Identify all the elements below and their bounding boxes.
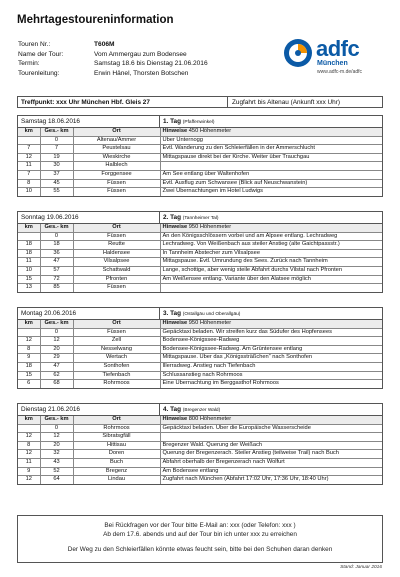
table-row xyxy=(18,380,382,388)
table-row xyxy=(18,136,382,145)
col-hinweise xyxy=(160,320,382,328)
cell-ges-km: 7 xyxy=(40,145,73,154)
table-row xyxy=(18,241,382,250)
footer-contact: Bei Rückfragen vor der Tour bitte E-Mail an: xxx (oder Telefon: xxx ) xyxy=(104,522,296,529)
cell-km: 12 xyxy=(18,433,40,442)
cell-km: 18 xyxy=(18,249,40,258)
table-row xyxy=(18,467,382,476)
cell-hinweis: Mittagspause. Über das „Königssträßchen“ nach Sonthofen xyxy=(160,354,382,363)
cell-ges-km: 30 xyxy=(40,162,73,171)
cell-ort: Pfronten xyxy=(73,275,160,284)
cell-km: 15 xyxy=(18,371,40,380)
table-header-row xyxy=(18,128,382,136)
cell-ort: Sibratsgfäll xyxy=(73,433,160,442)
cell-ges-km: 85 xyxy=(40,284,73,292)
cell-ges-km: 47 xyxy=(40,258,73,267)
cell-ort: Altenau/Ammer xyxy=(73,136,160,145)
cell-hinweis: Illerradweg. Anstieg nach Tiefenbach xyxy=(160,363,382,372)
col-ort: Ort xyxy=(73,416,160,424)
table-row xyxy=(18,162,382,171)
cell-ges-km: 20 xyxy=(40,345,73,354)
meeting-point-bar xyxy=(17,96,383,108)
route-table xyxy=(18,128,382,196)
cell-hinweis: In Tannheim Abstecher zum Vilsalpsee xyxy=(160,249,382,258)
cell-km: 7 xyxy=(18,145,40,154)
cell-ges-km: 68 xyxy=(40,380,73,388)
day-region: (Pfaffenwinkel) xyxy=(182,120,215,125)
table-row xyxy=(18,232,382,241)
col-ort: Ort xyxy=(73,224,160,232)
col-ges-km: Ges.- km xyxy=(40,224,73,232)
cell-ort: Wertach xyxy=(73,354,160,363)
day-number: 1. Tag xyxy=(163,118,181,125)
tour-meta xyxy=(18,40,208,78)
table-row xyxy=(18,433,382,442)
table-row xyxy=(18,450,382,459)
cell-ort: Füssen xyxy=(73,179,160,188)
day-title xyxy=(160,118,214,125)
cell-hinweis: Eine Übernachtung im Berggasthof Rohrmoos xyxy=(160,380,382,388)
table-row xyxy=(18,267,382,276)
cell-ort: Füssen xyxy=(73,188,160,196)
table-row xyxy=(18,424,382,433)
cell-km: 11 xyxy=(18,258,40,267)
cell-hinweis: Bregenzer Wald. Querung der Weißach xyxy=(160,441,382,450)
cell-ges-km: 57 xyxy=(40,267,73,276)
cell-hinweis: Gepäcktaxi beladen. Über die Europäische Wasserscheide xyxy=(160,424,382,433)
cell-hinweis: Schlussanstieg nach Rohrmoos xyxy=(160,371,382,380)
table-header-row xyxy=(18,224,382,232)
day-date: Dienstag 21.06.2016 xyxy=(18,404,160,415)
day-block xyxy=(17,307,383,389)
cell-km: 9 xyxy=(18,467,40,476)
meta-key: Name der Tour: xyxy=(18,50,64,58)
document-title: Mehrtagestoureninformation xyxy=(17,14,174,26)
day-elevation: 950 Höhenmeter xyxy=(188,224,232,231)
cell-ges-km: 18 xyxy=(40,241,73,250)
day-number: 4. Tag xyxy=(163,406,181,413)
table-row xyxy=(18,476,382,484)
day-block xyxy=(17,115,383,197)
cell-km: 13 xyxy=(18,284,40,292)
table-row xyxy=(18,188,382,196)
meta-value: Samstag 18.6 bis Dienstag 21.06.2016 xyxy=(94,60,208,68)
cell-hinweis: Gepäcktaxi beladen. Wir streifen kurz das Südufer des Hopfensees xyxy=(160,328,382,337)
cell-km: 6 xyxy=(18,380,40,388)
cell-ges-km: 36 xyxy=(40,249,73,258)
cell-ges-km: 32 xyxy=(40,450,73,459)
day-region: (Bregenzer Wald) xyxy=(182,408,221,413)
cell-ort: Peustelsau xyxy=(73,145,160,154)
logo-word: adfc xyxy=(316,36,360,61)
table-row xyxy=(18,275,382,284)
table-row xyxy=(18,179,382,188)
cell-ort: Buch xyxy=(73,459,160,468)
cell-ges-km: 12 xyxy=(40,337,73,346)
cell-ges-km: 0 xyxy=(40,136,73,145)
day-header xyxy=(18,308,382,320)
day-elevation: 950 Höhenmeter xyxy=(188,320,232,327)
col-ges-km: Ges.- km xyxy=(40,128,73,136)
cell-km: 12 xyxy=(18,337,40,346)
day-elevation: 800 Höhenmeter xyxy=(188,416,232,423)
col-ort: Ort xyxy=(73,320,160,328)
cell-km xyxy=(18,424,40,433)
cell-ort: Lindau xyxy=(73,476,160,484)
day-header xyxy=(18,212,382,224)
table-header-row xyxy=(18,416,382,424)
cell-ort: Sonthofen xyxy=(73,363,160,372)
table-row xyxy=(18,345,382,354)
day-elevation: 450 Höhenmeter xyxy=(188,128,232,135)
cell-ort: Bregenz xyxy=(73,467,160,476)
cell-ges-km: 45 xyxy=(40,179,73,188)
cell-ges-km: 55 xyxy=(40,188,73,196)
col-km: km xyxy=(18,320,40,328)
cell-ort: Rohrmoos xyxy=(73,380,160,388)
cell-hinweis: Lange, schottige, aber wenig steile Abfahrt durchs Vilstal nach Pfronten xyxy=(160,267,382,276)
meta-value: Erwin Hänel, Thorsten Botschen xyxy=(94,69,189,77)
cell-hinweis xyxy=(160,433,382,442)
logo-city: München xyxy=(317,60,348,67)
day-date: Montag 20.06.2016 xyxy=(18,308,160,319)
cell-km xyxy=(18,328,40,337)
cell-ges-km: 0 xyxy=(40,328,73,337)
cell-ges-km: 52 xyxy=(40,467,73,476)
table-row xyxy=(18,249,382,258)
cell-ges-km: 0 xyxy=(40,232,73,241)
day-title xyxy=(160,214,218,221)
cell-km: 10 xyxy=(18,267,40,276)
col-hinweise-label: Hinweise xyxy=(162,320,188,327)
col-km: km xyxy=(18,128,40,136)
footer-note: Der Weg zu den Schleierfällen könnte etwas feucht sein, bitte bei den Schuhen daran denken xyxy=(67,546,333,553)
day-region: (Tannheimer Tal) xyxy=(182,216,219,221)
cell-ges-km: 62 xyxy=(40,371,73,380)
logo-url: www.adfc-m.de/adfc xyxy=(317,69,363,75)
cell-ort: Zell xyxy=(73,337,160,346)
cell-km: 8 xyxy=(18,441,40,450)
meta-row xyxy=(18,40,208,50)
col-ges-km: Ges.- km xyxy=(40,416,73,424)
day-date: Samstag 18.06.2016 xyxy=(18,116,160,127)
cell-ges-km: 64 xyxy=(40,476,73,484)
cell-ort: Haldensee xyxy=(73,249,160,258)
cell-hinweis: Abfahrt oberhalb der Bregenzerach nach Wolfurt xyxy=(160,459,382,468)
cell-hinweis: Lechradweg. Von Weißenbach aus steiler Anstieg (alte Gaichtpassstr.) xyxy=(160,241,382,250)
cell-ort: Nesselwang xyxy=(73,345,160,354)
cell-ges-km: 20 xyxy=(40,441,73,450)
table-row xyxy=(18,337,382,346)
cell-hinweis: Am Weißensee entlang. Variante über den Alatsee möglich xyxy=(160,275,382,284)
meta-row xyxy=(18,50,208,60)
cell-hinweis xyxy=(160,162,382,171)
cell-km: 12 xyxy=(18,450,40,459)
col-hinweise xyxy=(160,128,382,136)
table-row xyxy=(18,145,382,154)
cell-ort: Tiefenbach xyxy=(73,371,160,380)
cell-ort: Vilsalpsee xyxy=(73,258,160,267)
cell-ges-km: 12 xyxy=(40,433,73,442)
cell-hinweis: Am Bodensee entlang xyxy=(160,467,382,476)
table-row xyxy=(18,354,382,363)
cell-ort: Schattwald xyxy=(73,267,160,276)
col-ges-km: Ges.- km xyxy=(40,320,73,328)
day-date: Sonntag 19.06.2016 xyxy=(18,212,160,223)
day-block xyxy=(17,403,383,485)
cell-ort: Wieskirche xyxy=(73,153,160,162)
route-table xyxy=(18,224,382,292)
cell-hinweis: Über Unternogg xyxy=(160,136,382,145)
day-number: 2. Tag xyxy=(163,214,181,221)
cell-ges-km: 0 xyxy=(40,424,73,433)
cell-hinweis xyxy=(160,284,382,292)
cell-ort: Reutte xyxy=(73,241,160,250)
cell-km xyxy=(18,136,40,145)
meeting-point: Treffpunkt: xxx Uhr München Hbf. Gleis 27 xyxy=(18,97,228,107)
table-row xyxy=(18,284,382,292)
cell-ges-km: 43 xyxy=(40,459,73,468)
cell-hinweis: Evtl. Wanderung zu den Schleierfällen in der Ammerschlucht xyxy=(160,145,382,154)
cell-ort: Füssen xyxy=(73,328,160,337)
meta-key: Tourenleitung: xyxy=(18,69,60,77)
col-ort: Ort xyxy=(73,128,160,136)
cell-km: 18 xyxy=(18,241,40,250)
meta-key: Termin: xyxy=(18,60,40,68)
adfc-logo xyxy=(283,36,383,80)
cell-hinweis: Bodensee-Königssee-Radweg xyxy=(160,337,382,346)
table-row xyxy=(18,258,382,267)
table-row xyxy=(18,171,382,180)
cell-ort: Füssen xyxy=(73,284,160,292)
cell-hinweis: Evtl. Ausflug zum Schwansee (Blick auf Neuschwanstein) xyxy=(160,179,382,188)
cell-km: 9 xyxy=(18,354,40,363)
col-hinweise xyxy=(160,416,382,424)
cell-km: 18 xyxy=(18,363,40,372)
meta-row xyxy=(18,59,208,69)
cell-ort: Hittisau xyxy=(73,441,160,450)
table-row xyxy=(18,328,382,337)
cell-hinweis: Zugfahrt nach München (Abfahrt 17:02 Uhr, 17:36 Uhr, 18:40 Uhr) xyxy=(160,476,382,484)
cell-km: 11 xyxy=(18,162,40,171)
cell-ort: Rohrmoos xyxy=(73,424,160,433)
col-km: km xyxy=(18,224,40,232)
cell-ort: Halblech xyxy=(73,162,160,171)
footer-reachability: Ab dem 17.6. abends und auf der Tour bin ich unter xxx zu erreichen xyxy=(103,531,297,538)
meta-key: Touren Nr.: xyxy=(18,41,51,48)
cell-km: 10 xyxy=(18,188,40,196)
day-title xyxy=(160,406,220,413)
col-hinweise-label: Hinweise xyxy=(162,416,188,423)
cell-hinweis: Am See entlang über Waltenhofen xyxy=(160,171,382,180)
cell-km xyxy=(18,232,40,241)
meta-value: Vom Ammergau zum Bodensee xyxy=(94,50,187,58)
cell-ges-km: 19 xyxy=(40,153,73,162)
footer-box xyxy=(17,515,383,563)
meta-value: T606M xyxy=(94,41,115,48)
stand-date: Stand: Januar 2016 xyxy=(340,565,382,570)
cell-ges-km: 72 xyxy=(40,275,73,284)
cell-hinweis: Bodensee-Königssee-Radweg. Am Grüntensee entlang xyxy=(160,345,382,354)
day-header xyxy=(18,404,382,416)
cell-ort: Doren xyxy=(73,450,160,459)
day-block xyxy=(17,211,383,293)
table-row xyxy=(18,363,382,372)
cell-km: 8 xyxy=(18,345,40,354)
cell-km: 12 xyxy=(18,153,40,162)
adfc-logo-icon xyxy=(283,38,313,68)
col-km: km xyxy=(18,416,40,424)
cell-hinweis: Mittagspause. Evtl. Umrundung des Sees. Zurück nach Tannheim xyxy=(160,258,382,267)
day-title xyxy=(160,310,240,317)
cell-ges-km: 29 xyxy=(40,354,73,363)
col-hinweise-label: Hinweise xyxy=(162,128,188,135)
meta-row xyxy=(18,69,208,79)
cell-hinweis: Zwei Übernachtungen im Hotel Ludwigs xyxy=(160,188,382,196)
table-header-row xyxy=(18,320,382,328)
col-hinweise-label: Hinweise xyxy=(162,224,188,231)
table-row xyxy=(18,441,382,450)
train-arrival: Zugfahrt bis Altenau (Ankunft xxx Uhr) xyxy=(232,98,340,106)
route-table xyxy=(18,416,382,484)
table-row xyxy=(18,459,382,468)
cell-km: 8 xyxy=(18,179,40,188)
cell-hinweis: Mittagspause direkt bei der Kirche. Weiter über Trauchgau xyxy=(160,153,382,162)
cell-ort: Forggensee xyxy=(73,171,160,180)
day-header xyxy=(18,116,382,128)
cell-ges-km: 47 xyxy=(40,363,73,372)
table-row xyxy=(18,153,382,162)
day-region: (Ostallgäu und Oberallgäu) xyxy=(182,312,241,317)
cell-km: 11 xyxy=(18,459,40,468)
cell-ort: Füssen xyxy=(73,232,160,241)
day-number: 3. Tag xyxy=(163,310,181,317)
route-table xyxy=(18,320,382,388)
table-row xyxy=(18,371,382,380)
col-hinweise xyxy=(160,224,382,232)
cell-km: 12 xyxy=(18,476,40,484)
cell-hinweis: An den Königsschlössern vorbei und am Alpsee entlang. Lechradweg xyxy=(160,232,382,241)
cell-km: 7 xyxy=(18,171,40,180)
cell-km: 15 xyxy=(18,275,40,284)
cell-hinweis: Querung der Bregenzerach. Steiler Anstieg (teilweise Trail) nach Buch xyxy=(160,450,382,459)
cell-ges-km: 37 xyxy=(40,171,73,180)
